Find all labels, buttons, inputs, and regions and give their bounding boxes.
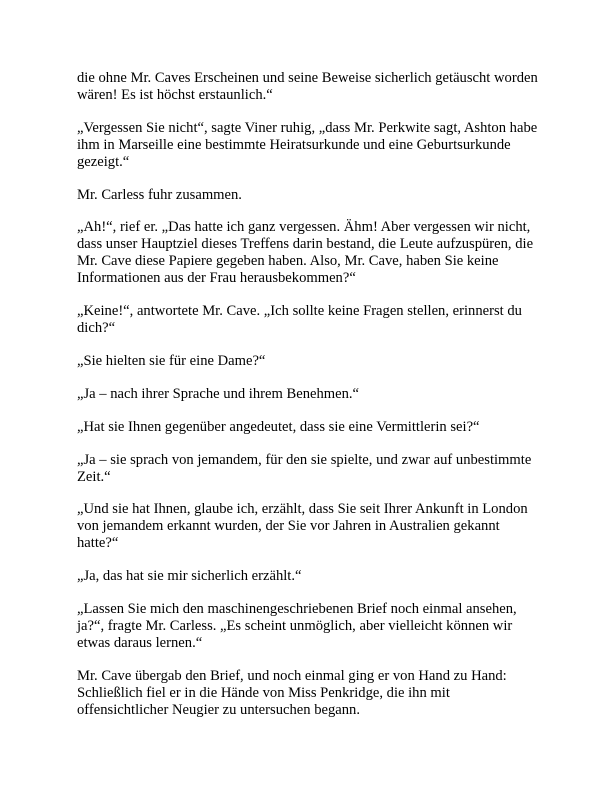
paragraph: „Und sie hat Ihnen, glaube ich, erzählt, dass Sie seit Ihrer Ankunft in London von jemandem erkannt wurden, der Sie vor Jahren in Australien gekannt hatte?“ xyxy=(77,501,528,552)
document-page xyxy=(77,70,539,734)
paragraph: „Ja, das hat sie mir sicherlich erzählt.“ xyxy=(77,568,302,585)
paragraph: die ohne Mr. Caves Erscheinen und seine Beweise sicherlich getäuscht worden wären! Es ist höchst erstaunlich.“ xyxy=(77,70,538,103)
paragraph: „Lassen Sie mich den maschinengeschriebenen Brief noch einmal ansehen, ja?“, fragte Mr. Carless. „Es scheint unmöglich, aber vielleicht können wir etwas daraus lernen.“ xyxy=(77,601,517,651)
paragraph: „Hat sie Ihnen gegenüber angedeutet, dass sie eine Vermittlerin sei?“ xyxy=(77,418,480,435)
paragraph: „Keine!“, antwortete Mr. Cave. „Ich sollte keine Fragen stellen, erinnerst du dich?“ xyxy=(77,303,522,336)
paragraph: „Ah!“, rief er. „Das hatte ich ganz vergessen. Ähm! Aber vergessen wir nicht, dass unser Hauptziel dieses Treffens darin bestand, die Leute aufzuspüren, die Mr. Cave diese Papiere gegeben haben. Also, Mr. Cave, haben Sie keine Informationen aus der Frau herausbekommen?“ xyxy=(77,219,534,287)
paragraph: Mr. Carless fuhr zusammen. xyxy=(77,186,242,203)
paragraph: „Vergessen Sie nicht“, sagte Viner ruhig, „dass Mr. Perkwite sagt, Ashton habe ihm in Marseille eine bestimmte Heiratsurkunde und eine Geburtsurkunde gezeigt.“ xyxy=(77,119,538,170)
paragraph: „Ja – sie sprach von jemandem, für den sie spielte, und zwar auf unbestimmte Zeit.“ xyxy=(77,451,532,485)
paragraph: „Ja – nach ihrer Sprache und ihrem Benehmen.“ xyxy=(77,385,360,402)
paragraph: Mr. Cave übergab den Brief, und noch einmal ging er von Hand zu Hand: Schließlich fiel er in die Hände von Miss Penkridge, die ihn mit offensichtlicher Neugier zu untersuchen begann. xyxy=(77,667,507,718)
paragraph: „Sie hielten sie für eine Dame?“ xyxy=(77,352,266,369)
